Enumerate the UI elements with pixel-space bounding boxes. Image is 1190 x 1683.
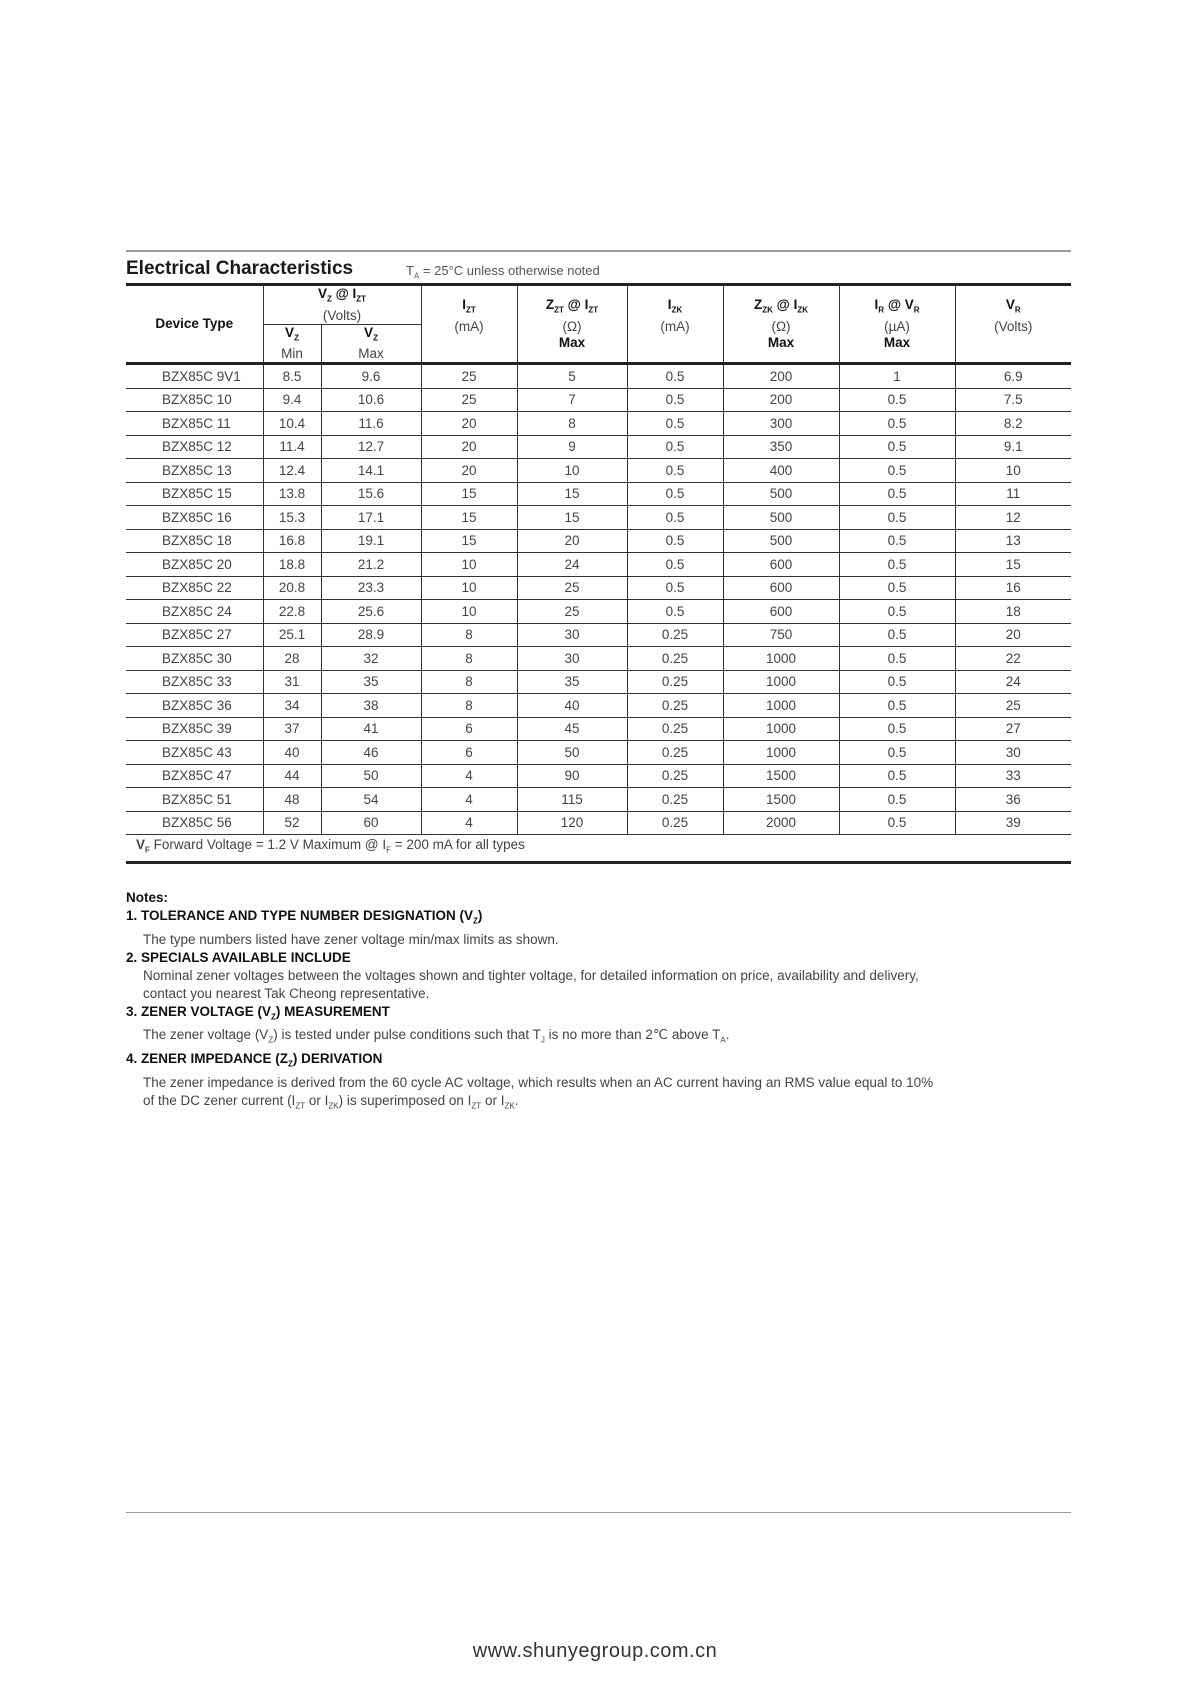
value-cell: 0.5 [839, 506, 955, 530]
value-cell: 0.5 [839, 811, 955, 835]
value-cell: 5 [517, 364, 627, 389]
value-cell: 27 [955, 717, 1071, 741]
value-cell: 10 [955, 459, 1071, 483]
value-cell: 19.1 [321, 529, 421, 553]
value-cell: 10 [421, 600, 517, 624]
device-type-cell: BZX85C 10 [126, 388, 263, 412]
value-cell: 0.5 [839, 717, 955, 741]
value-cell: 4 [421, 811, 517, 835]
device-type-cell: BZX85C 15 [126, 482, 263, 506]
col-ir: $I_R$ @ $V_R$ (µA) Max [839, 285, 955, 364]
value-cell: 60 [321, 811, 421, 835]
table-row [126, 600, 1071, 624]
value-cell: 12.4 [263, 459, 321, 483]
value-cell: 32 [321, 647, 421, 671]
note-3-body: The zener voltage $(V_Z)$ is tested under pulse conditions such that $T_J$ is no more than 2℃ above $T_A$. [143, 1027, 730, 1046]
device-type-cell: BZX85C 36 [126, 694, 263, 718]
table-row [126, 623, 1071, 647]
value-cell: 54 [321, 788, 421, 812]
value-cell: 0.5 [839, 764, 955, 788]
value-cell: 35 [321, 670, 421, 694]
value-cell: 10.4 [263, 412, 321, 436]
test-condition: $T_A = 25^\circ C$ unless otherwise noted [406, 263, 600, 281]
table-row [126, 647, 1071, 671]
value-cell: 20 [421, 412, 517, 436]
value-cell: 52 [263, 811, 321, 835]
col-izk: $I_{ZK}$ (mA) [627, 285, 723, 364]
value-cell: 15 [955, 553, 1071, 577]
table-row [126, 459, 1071, 483]
value-cell: 0.25 [627, 788, 723, 812]
value-cell: 6 [421, 741, 517, 765]
value-cell: 10 [517, 459, 627, 483]
value-cell: 45 [517, 717, 627, 741]
table-row [126, 482, 1071, 506]
value-cell: 120 [517, 811, 627, 835]
value-cell: 0.5 [839, 482, 955, 506]
value-cell: 0.5 [627, 553, 723, 577]
device-type-cell: BZX85C 18 [126, 529, 263, 553]
value-cell: 0.5 [627, 388, 723, 412]
value-cell: 500 [723, 482, 839, 506]
section-title: Electrical Characteristics [126, 258, 354, 279]
table-row [126, 364, 1071, 389]
value-cell: 38 [321, 694, 421, 718]
value-cell: 40 [517, 694, 627, 718]
value-cell: 18 [955, 600, 1071, 624]
value-cell: 400 [723, 459, 839, 483]
value-cell: 0.5 [627, 459, 723, 483]
value-cell: 17.1 [321, 506, 421, 530]
device-type-cell: BZX85C 30 [126, 647, 263, 671]
value-cell: 0.5 [839, 623, 955, 647]
value-cell: 11 [955, 482, 1071, 506]
col-vz-group: $V_Z$ @ $I_{ZT}$ (Volts) [263, 285, 421, 325]
col-izt: $I_{ZT}$ (mA) [421, 285, 517, 364]
value-cell: 0.5 [839, 529, 955, 553]
bottom-rule [126, 1512, 1071, 1513]
note-4-body-line-1: The zener impedance is derived from the 60 cycle AC voltage, which results when an AC current having an RMS value equal to 10% [143, 1074, 934, 1090]
forward-voltage-footnote: $V_F$ Forward Voltage = 1.2 V Maximum @ $I_F = 200$ mA for all types [126, 835, 1071, 863]
value-cell: 0.5 [627, 529, 723, 553]
device-type-cell: BZX85C 11 [126, 412, 263, 436]
value-cell: 30 [517, 647, 627, 671]
value-cell: 20 [421, 459, 517, 483]
value-cell: 0.5 [627, 364, 723, 389]
value-cell: 0.5 [627, 600, 723, 624]
value-cell: 7 [517, 388, 627, 412]
value-cell: 750 [723, 623, 839, 647]
value-cell: 0.25 [627, 811, 723, 835]
value-cell: 4 [421, 788, 517, 812]
device-type-cell: BZX85C 9V1 [126, 364, 263, 389]
value-cell: 25 [955, 694, 1071, 718]
value-cell: 16 [955, 576, 1071, 600]
device-type-cell: BZX85C 22 [126, 576, 263, 600]
value-cell: 0.25 [627, 647, 723, 671]
value-cell: 8 [421, 623, 517, 647]
table-row [126, 506, 1071, 530]
device-type-cell: BZX85C 47 [126, 764, 263, 788]
value-cell: 37 [263, 717, 321, 741]
value-cell: 13.8 [263, 482, 321, 506]
value-cell: 9.6 [321, 364, 421, 389]
table-row [126, 670, 1071, 694]
value-cell: 0.5 [839, 435, 955, 459]
notes-heading: Notes: [126, 890, 169, 905]
device-type-cell: BZX85C 33 [126, 670, 263, 694]
value-cell: 0.5 [839, 647, 955, 671]
value-cell: 8.5 [263, 364, 321, 389]
value-cell: 9.1 [955, 435, 1071, 459]
value-cell: 0.5 [839, 788, 955, 812]
value-cell: 6 [421, 717, 517, 741]
col-vz-max: $V_Z$ Max [321, 324, 421, 364]
note-3-heading: 3. ZENER VOLTAGE $(V_Z)$ MEASUREMENT [126, 1003, 390, 1022]
value-cell: 0.25 [627, 623, 723, 647]
value-cell: 0.25 [627, 670, 723, 694]
table-row [126, 576, 1071, 600]
value-cell: 35 [517, 670, 627, 694]
value-cell: 20 [421, 435, 517, 459]
value-cell: 1500 [723, 788, 839, 812]
value-cell: 11.6 [321, 412, 421, 436]
value-cell: 20 [517, 529, 627, 553]
value-cell: 30 [517, 623, 627, 647]
device-type-cell: BZX85C 51 [126, 788, 263, 812]
value-cell: 41 [321, 717, 421, 741]
device-type-cell: BZX85C 56 [126, 811, 263, 835]
value-cell: 6.9 [955, 364, 1071, 389]
value-cell: 10 [421, 553, 517, 577]
value-cell: 12.7 [321, 435, 421, 459]
value-cell: 115 [517, 788, 627, 812]
note-4-body-line-2: of the DC zener current ($I_{ZT}$ or $I_{ZK}$) is superimposed on $I_{ZT}$ or $I_{ZK}$. [143, 1092, 519, 1111]
value-cell: 24 [955, 670, 1071, 694]
value-cell: 15 [421, 482, 517, 506]
device-type-cell: BZX85C 16 [126, 506, 263, 530]
value-cell: 15.3 [263, 506, 321, 530]
value-cell: 15 [517, 506, 627, 530]
device-type-cell: BZX85C 24 [126, 600, 263, 624]
value-cell: 0.5 [839, 388, 955, 412]
table-row [126, 388, 1071, 412]
value-cell: 0.5 [839, 412, 955, 436]
value-cell: 31 [263, 670, 321, 694]
value-cell: 50 [517, 741, 627, 765]
value-cell: 500 [723, 529, 839, 553]
table-row [126, 741, 1071, 765]
value-cell: 0.5 [839, 553, 955, 577]
value-cell: 1000 [723, 647, 839, 671]
value-cell: 500 [723, 506, 839, 530]
note-2-body-line-1: Nominal zener voltages between the voltages shown and tighter voltage, for detailed information on price, availability and delivery, [143, 967, 919, 983]
value-cell: 8 [421, 647, 517, 671]
value-cell: 36 [955, 788, 1071, 812]
table-row [126, 412, 1071, 436]
value-cell: 22.8 [263, 600, 321, 624]
value-cell: 25 [517, 576, 627, 600]
table-row [126, 435, 1071, 459]
value-cell: 16.8 [263, 529, 321, 553]
value-cell: 200 [723, 388, 839, 412]
device-type-cell: BZX85C 43 [126, 741, 263, 765]
value-cell: 25.1 [263, 623, 321, 647]
value-cell: 1500 [723, 764, 839, 788]
value-cell: 0.5 [839, 459, 955, 483]
col-zzt: $Z_{ZT}$ @ $I_{ZT}$ (Ω) Max [517, 285, 627, 364]
value-cell: 4 [421, 764, 517, 788]
value-cell: 600 [723, 600, 839, 624]
value-cell: 90 [517, 764, 627, 788]
value-cell: 1000 [723, 717, 839, 741]
note-2-heading: 2. SPECIALS AVAILABLE INCLUDE [126, 949, 351, 965]
value-cell: 46 [321, 741, 421, 765]
section-header [126, 258, 1071, 282]
value-cell: 20.8 [263, 576, 321, 600]
value-cell: 30 [955, 741, 1071, 765]
table-row [126, 553, 1071, 577]
table-row [126, 788, 1071, 812]
table-row [126, 717, 1071, 741]
value-cell: 11.4 [263, 435, 321, 459]
device-type-cell: BZX85C 12 [126, 435, 263, 459]
value-cell: 10.6 [321, 388, 421, 412]
value-cell: 15 [517, 482, 627, 506]
value-cell: 0.5 [839, 576, 955, 600]
footer-url: www.shunyegroup.com.cn [472, 1640, 718, 1662]
value-cell: 8.2 [955, 412, 1071, 436]
value-cell: 23.3 [321, 576, 421, 600]
value-cell: 350 [723, 435, 839, 459]
value-cell: 1 [839, 364, 955, 389]
value-cell: 25 [421, 364, 517, 389]
value-cell: 9 [517, 435, 627, 459]
value-cell: 0.5 [627, 482, 723, 506]
value-cell: 33 [955, 764, 1071, 788]
value-cell: 0.25 [627, 764, 723, 788]
value-cell: 7.5 [955, 388, 1071, 412]
value-cell: 0.5 [839, 741, 955, 765]
value-cell: 39 [955, 811, 1071, 835]
value-cell: 21.2 [321, 553, 421, 577]
value-cell: 0.25 [627, 694, 723, 718]
value-cell: 0.5 [627, 506, 723, 530]
device-type-cell: BZX85C 27 [126, 623, 263, 647]
value-cell: 14.1 [321, 459, 421, 483]
value-cell: 1000 [723, 670, 839, 694]
device-type-cell: BZX85C 20 [126, 553, 263, 577]
value-cell: 25 [517, 600, 627, 624]
device-type-cell: BZX85C 13 [126, 459, 263, 483]
value-cell: 200 [723, 364, 839, 389]
value-cell: 0.5 [627, 435, 723, 459]
value-cell: 9.4 [263, 388, 321, 412]
value-cell: 0.5 [627, 576, 723, 600]
notes-section [126, 889, 1076, 1115]
col-device-type: Device Type [126, 285, 263, 364]
value-cell: 0.5 [627, 412, 723, 436]
value-cell: 25.6 [321, 600, 421, 624]
value-cell: 10 [421, 576, 517, 600]
value-cell: 12 [955, 506, 1071, 530]
value-cell: 8 [517, 412, 627, 436]
value-cell: 15 [421, 506, 517, 530]
value-cell: 2000 [723, 811, 839, 835]
value-cell: 48 [263, 788, 321, 812]
value-cell: 0.5 [839, 670, 955, 694]
value-cell: 0.25 [627, 717, 723, 741]
col-vz-min: $V_Z$ Min [263, 324, 321, 364]
value-cell: 0.5 [839, 694, 955, 718]
value-cell: 22 [955, 647, 1071, 671]
value-cell: 28.9 [321, 623, 421, 647]
value-cell: 1000 [723, 694, 839, 718]
value-cell: 13 [955, 529, 1071, 553]
device-type-cell: BZX85C 39 [126, 717, 263, 741]
value-cell: 25 [421, 388, 517, 412]
value-cell: 28 [263, 647, 321, 671]
value-cell: 20 [955, 623, 1071, 647]
note-1-body: The type numbers listed have zener voltage min/max limits as shown. [143, 931, 559, 947]
value-cell: 8 [421, 670, 517, 694]
value-cell: 15 [421, 529, 517, 553]
value-cell: 8 [421, 694, 517, 718]
value-cell: 15.6 [321, 482, 421, 506]
col-vr: $V_R$ (Volts) [955, 285, 1071, 364]
value-cell: 50 [321, 764, 421, 788]
value-cell: 18.8 [263, 553, 321, 577]
value-cell: 34 [263, 694, 321, 718]
note-2-body-line-2: contact you nearest Tak Cheong representative. [143, 985, 430, 1001]
value-cell: 600 [723, 553, 839, 577]
table-body [126, 364, 1071, 835]
value-cell: 300 [723, 412, 839, 436]
table-row [126, 811, 1071, 835]
value-cell: 1000 [723, 741, 839, 765]
table-row [126, 694, 1071, 718]
table-row [126, 764, 1071, 788]
value-cell: 0.25 [627, 741, 723, 765]
electrical-characteristics-table [126, 283, 1071, 864]
value-cell: 44 [263, 764, 321, 788]
note-4-heading: 4. ZENER IMPEDANCE $(Z_Z)$ DERIVATION [126, 1051, 383, 1069]
top-rule [126, 250, 1071, 252]
value-cell: 0.5 [839, 600, 955, 624]
note-1-heading: 1. TOLERANCE AND TYPE NUMBER DESIGNATION $(V_Z)$ [126, 908, 483, 926]
value-cell: 600 [723, 576, 839, 600]
table-row [126, 529, 1071, 553]
col-zzk: $Z_{ZK}$ @ $I_{ZK}$ (Ω) Max [723, 285, 839, 364]
value-cell: 24 [517, 553, 627, 577]
value-cell: 40 [263, 741, 321, 765]
